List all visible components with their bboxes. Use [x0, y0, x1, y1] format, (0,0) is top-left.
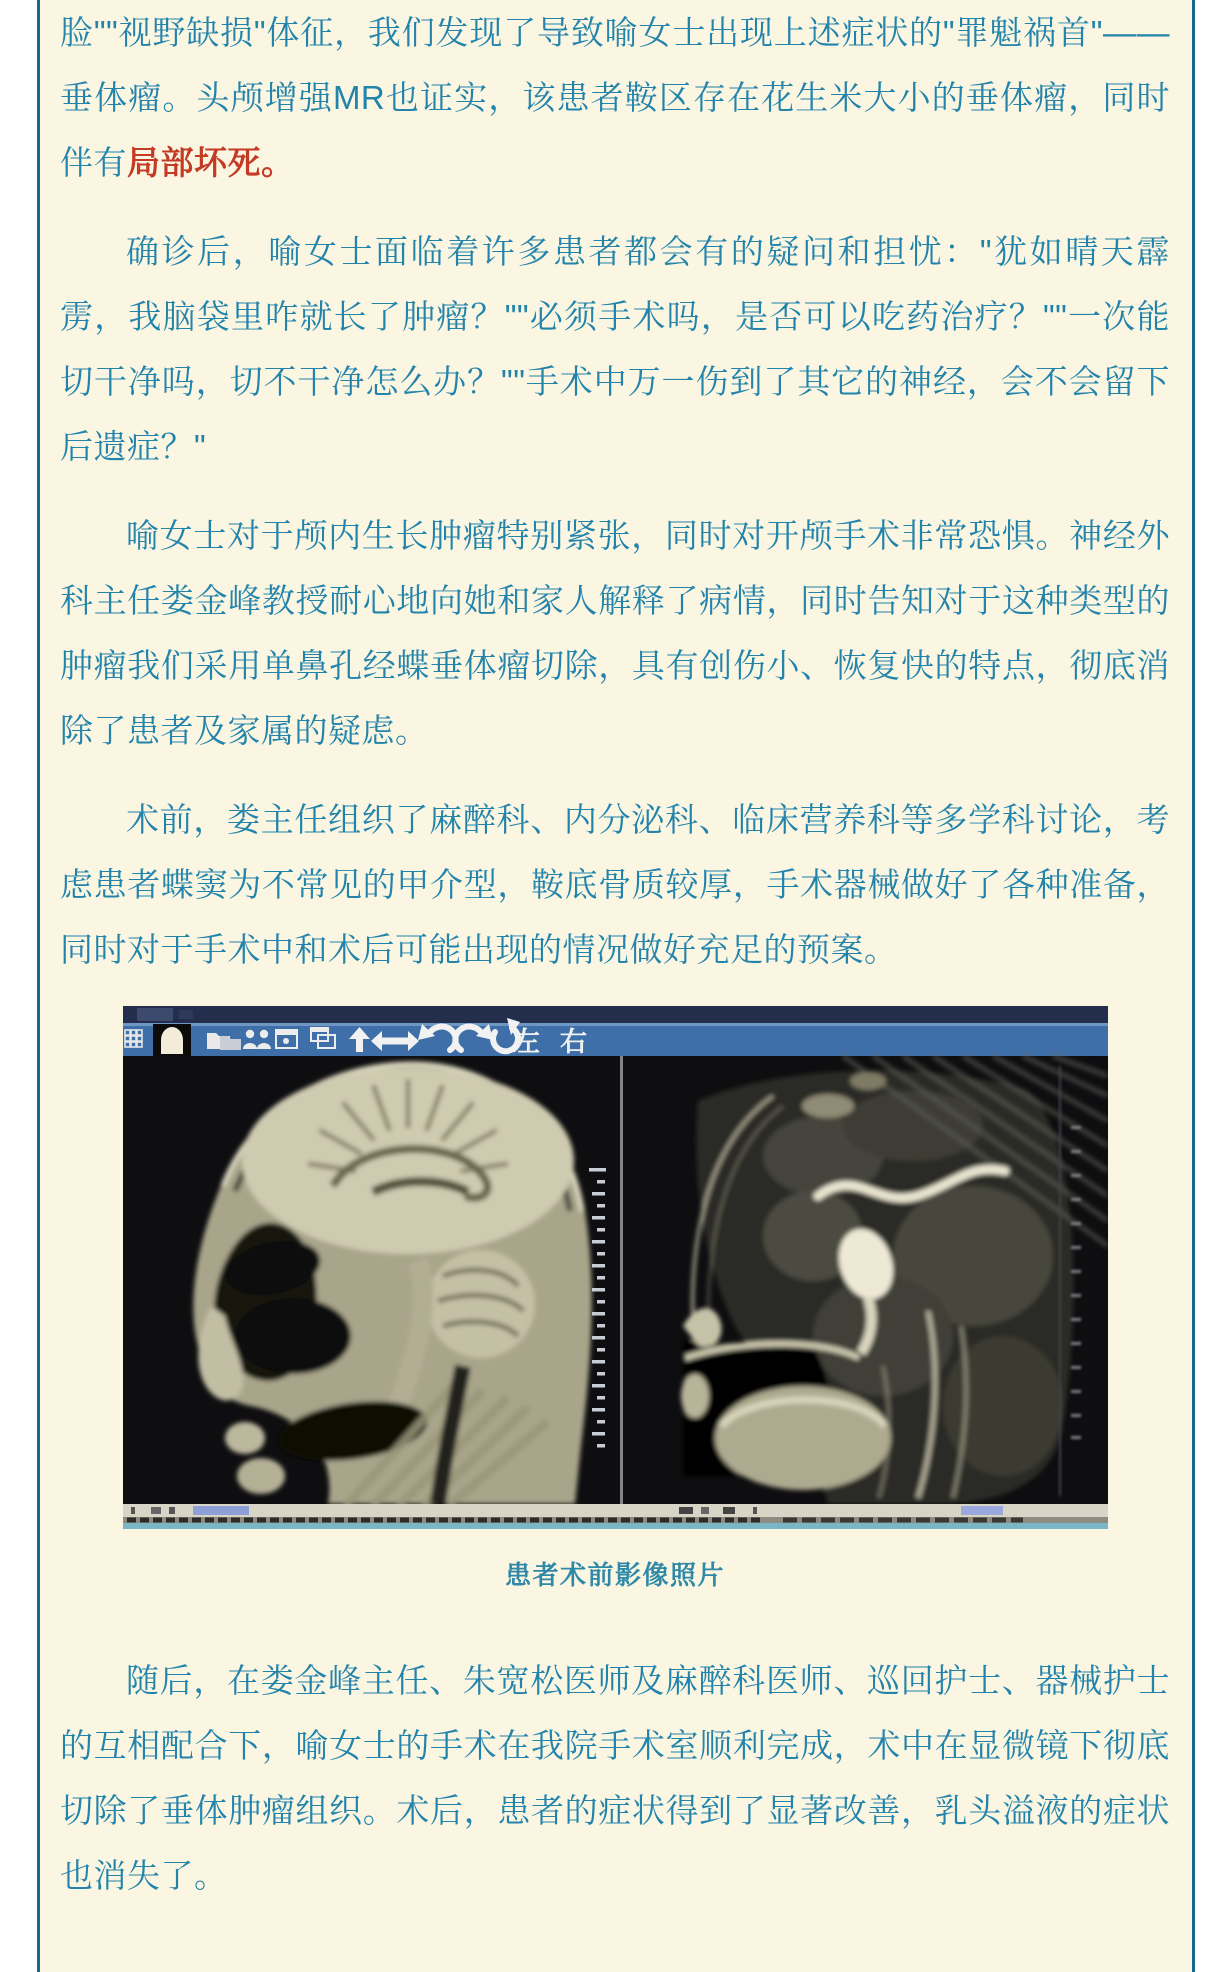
film-label-strip	[123, 1517, 1108, 1523]
right-mri-scan	[681, 1056, 1108, 1504]
paragraph: 喻女士对于颅内生长肿瘤特别紧张，同时对开颅手术非常恐惧。神经外科主任娄金峰教授耐心地向她和家人解释了病情，同时告知对于这种类型的肿瘤我们采用单鼻孔经蝶垂体瘤切除，具有创伤小、恢复快的特点，彻底消除了患者及家属的疑虑。	[60, 517, 1170, 749]
paragraph	[60, 0, 1170, 195]
figure-caption: 患者术前影像照片	[504, 1560, 725, 1590]
paragraph: 随后，在娄金峰主任、朱宽松医师及麻醉科医师、巡回护士、器械护士的互相配合下，喻女士的手术在我院手术室顺利完成，术中在显微镜下彻底切除了垂体肿瘤组织。术后，患者的症状得到了显著改善，乳头溢液的症状也消失了。	[60, 1662, 1170, 1894]
viewer-toolbar	[123, 1018, 1108, 1057]
left-mri-scan	[193, 1062, 591, 1504]
paragraph: 确诊后，喻女士面临着许多患者都会有的疑问和担忧："犹如晴天霹雳，我脑袋里咋就长了肿瘤？""必须手术吗，是否可以吃药治疗？""一次能切干净吗，切不干净怎么办？""手术中万一伤到了其它的神经，会不会留下后遗症？"	[60, 233, 1170, 465]
arch-icon	[153, 1024, 191, 1056]
article-sheet	[37, 0, 1195, 1972]
preop-mri-figure	[123, 1006, 1108, 1592]
screen-top-strip	[123, 1006, 1108, 1023]
preop-mri-image[interactable]	[123, 1006, 1108, 1529]
paragraph-text: 脸""视野缺损"体征，我们发现了导致喻女士出现上述症状的"罪魁祸首"——垂体瘤。头颅增强MR也证实，该患者鞍区存在花生米大小的垂体瘤，同时伴有	[60, 14, 1170, 181]
toolbar-left-label: 左	[512, 1027, 540, 1057]
paragraph: 术前，娄主任组织了麻醉科、内分泌科、临床营养科等多学科讨论，考虑患者蝶窦为不常见的甲介型，鞍底骨质较厚，手术器械做好了各种准备，同时对于手术中和术后可能出现的情况做好充足的预案。	[60, 801, 1170, 968]
toolbar-right-label: 右	[559, 1027, 587, 1057]
viewer-status-bar	[123, 1504, 1108, 1517]
screen-bottom-strip	[123, 1523, 1108, 1529]
highlighted-text: 局部坏死。	[127, 144, 295, 181]
panel-divider	[620, 1056, 623, 1504]
